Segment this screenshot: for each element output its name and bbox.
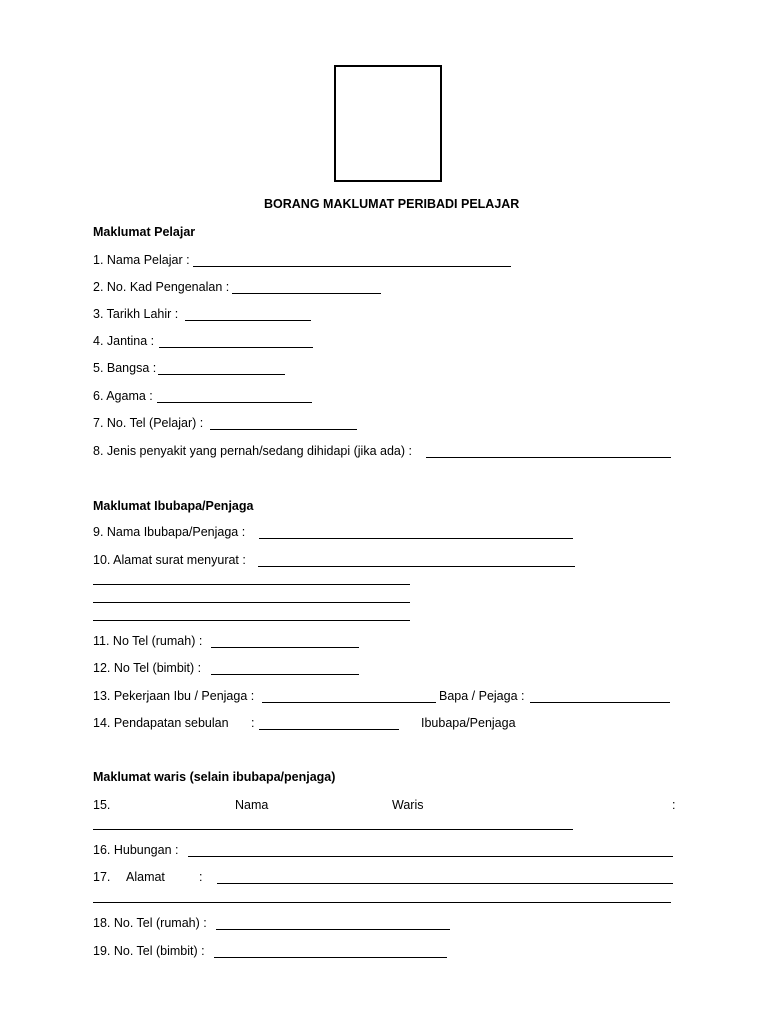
input-bangsa[interactable] [158, 374, 285, 375]
label-jenis-penyakit: 8. Jenis penyakit yang pernah/sedang dihidapi (jika ada) : [93, 444, 412, 458]
label-15-waris: Waris [392, 798, 424, 812]
label-alamat-surat: 10. Alamat surat menyurat : [93, 553, 246, 567]
label-pekerjaan-bapa: Bapa / Pejaga : [439, 689, 525, 703]
input-hubungan[interactable] [188, 856, 673, 857]
label-jantina: 4. Jantina : [93, 334, 155, 348]
input-kad-pengenalan[interactable] [232, 293, 381, 294]
form-title: BORANG MAKLUMAT PERIBADI PELAJAR [264, 197, 520, 211]
input-tel-bimbit-waris[interactable] [214, 957, 447, 958]
input-alamat-surat-2[interactable] [93, 584, 410, 585]
label-15-number: 15. [93, 798, 111, 812]
section-heir: Maklumat waris (selain ibubapa/penjaga) [93, 770, 336, 784]
input-alamat-waris-1[interactable] [217, 883, 673, 884]
label-17-number: 17. [93, 870, 111, 884]
section-parent: Maklumat Ibubapa/Penjaga [93, 499, 254, 513]
label-pendapatan: 14. Pendapatan sebulan [93, 716, 229, 730]
input-tarikh-lahir[interactable] [185, 320, 311, 321]
input-tel-bimbit-ibubapa[interactable] [211, 674, 359, 675]
input-pekerjaan-ibu[interactable] [262, 702, 436, 703]
input-agama[interactable] [157, 402, 312, 403]
label-tarikh-lahir: 3. Tarikh Lahir : [93, 307, 179, 321]
input-jenis-penyakit[interactable] [426, 457, 671, 458]
pendapatan-colon: : [251, 716, 255, 730]
input-nama-pelajar[interactable] [193, 266, 511, 267]
input-alamat-surat-3[interactable] [93, 602, 410, 603]
input-alamat-surat-4[interactable] [93, 620, 410, 621]
input-pekerjaan-bapa[interactable] [530, 702, 670, 703]
input-tel-rumah-waris[interactable] [216, 929, 450, 930]
label-pekerjaan-ibu: 13. Pekerjaan Ibu / Penjaga : [93, 689, 255, 703]
label-nama-ibubapa: 9. Nama Ibubapa/Penjaga : [93, 525, 246, 539]
label-17-colon: : [199, 870, 203, 884]
label-15-nama: Nama [235, 798, 269, 812]
label-tel-rumah-ibubapa: 11. No Tel (rumah) : [93, 634, 203, 648]
input-jantina[interactable] [159, 347, 313, 348]
label-pendapatan-ibubapa: Ibubapa/Penjaga [421, 716, 516, 730]
label-agama: 6. Agama : [93, 389, 153, 403]
label-nama-pelajar: 1. Nama Pelajar : [93, 253, 190, 267]
label-hubungan: 16. Hubungan : [93, 843, 179, 857]
label-tel-pelajar: 7. No. Tel (Pelajar) : [93, 416, 204, 430]
input-pendapatan[interactable] [259, 729, 399, 730]
input-tel-pelajar[interactable] [210, 429, 357, 430]
label-tel-rumah-waris: 18. No. Tel (rumah) : [93, 916, 207, 930]
input-alamat-surat-1[interactable] [258, 566, 575, 567]
input-nama-ibubapa[interactable] [259, 538, 573, 539]
label-15-colon: : [672, 798, 676, 812]
label-tel-bimbit-waris: 19. No. Tel (bimbit) : [93, 944, 205, 958]
input-alamat-waris-2[interactable] [93, 902, 671, 903]
label-tel-bimbit-ibubapa: 12. No Tel (bimbit) : [93, 661, 202, 675]
input-tel-rumah-ibubapa[interactable] [211, 647, 359, 648]
label-kad-pengenalan: 2. No. Kad Pengenalan : [93, 280, 230, 294]
input-nama-waris[interactable] [93, 829, 573, 830]
section-student: Maklumat Pelajar [93, 225, 196, 239]
label-17-alamat: Alamat [126, 870, 165, 884]
label-bangsa: 5. Bangsa : [93, 361, 157, 375]
photo-box [334, 65, 442, 182]
